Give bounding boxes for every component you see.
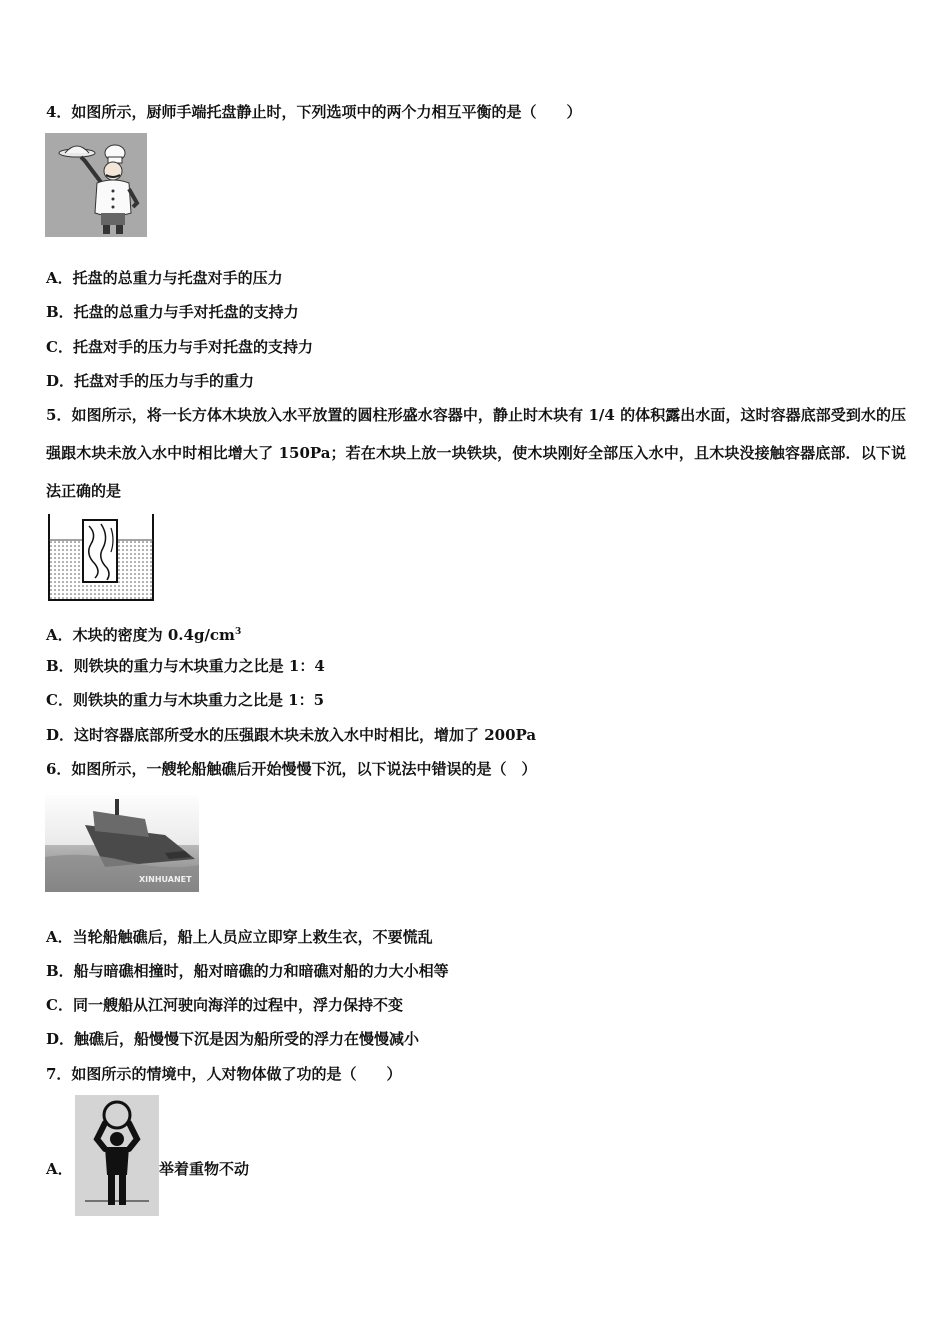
q5-option-a-superscript: 3: [234, 627, 242, 637]
q7-option-a-label: A．: [46, 1160, 73, 1178]
q6-stem: 6．如图所示，一艘轮船触礁后开始慢慢下沉，以下说法中错误的是（ ）: [46, 760, 537, 778]
q4-option-a: A．托盘的总重力与托盘对手的压力: [46, 269, 283, 287]
q5-option-b: B．则铁块的重力与木块重力之比是 1：4: [46, 657, 325, 675]
q4-option-c: C．托盘对手的压力与手对托盘的支持力: [46, 338, 313, 356]
sinking-ship-photo: [45, 795, 199, 892]
q5-option-c: C．则铁块的重力与木块重力之比是 1：5: [46, 691, 325, 709]
q4-option-b: B．托盘的总重力与手对托盘的支持力: [46, 303, 299, 321]
q7-stem: 7．如图所示的情境中，人对物体做了功的是（ ）: [46, 1065, 402, 1083]
xinhuanet-watermark: XINHUANET: [139, 875, 192, 884]
q4-option-d: D．托盘对手的压力与手的重力: [46, 372, 255, 390]
q7-option-a-text: 举着重物不动: [159, 1160, 250, 1178]
chef-tray-image: [45, 133, 147, 237]
person-holding-weight-image: [75, 1095, 159, 1216]
q5-stem: 5．如图所示，将一长方体木块放入水平放置的圆柱形盛水容器中，静止时木块有 1/4 的体积露出水面，这时容器底部受到水的压强跟木块未放入水中时相比增大了 150Pa；若在木块上放一块铁块，使木块刚好全部压入水中，且木块没接触容器底部．以下说法正确的是: [46, 406, 906, 500]
q6-option-a: A．当轮船触礁后，船上人员应立即穿上救生衣，不要慌乱: [46, 928, 433, 946]
q5-option-a: [46, 622, 241, 645]
q6-option-c: C．同一艘船从江河驶向海洋的过程中，浮力保持不变: [46, 996, 403, 1014]
container-with-wood-block-diagram: [45, 512, 157, 604]
q4-stem: 4．如图所示，厨师手端托盘静止时，下列选项中的两个力相互平衡的是（ ）: [46, 103, 582, 121]
q5-option-a-text: A．木块的密度为 0.4g/cm: [46, 626, 235, 644]
q6-option-b: B．船与暗礁相撞时，船对暗礁的力和暗礁对船的力大小相等: [46, 962, 449, 980]
q6-option-d: D．触礁后，船慢慢下沉是因为船所受的浮力在慢慢减小: [46, 1030, 420, 1048]
q5-option-d: D．这时容器底部所受水的压强跟木块未放入水中时相比，增加了 200Pa: [46, 726, 537, 744]
